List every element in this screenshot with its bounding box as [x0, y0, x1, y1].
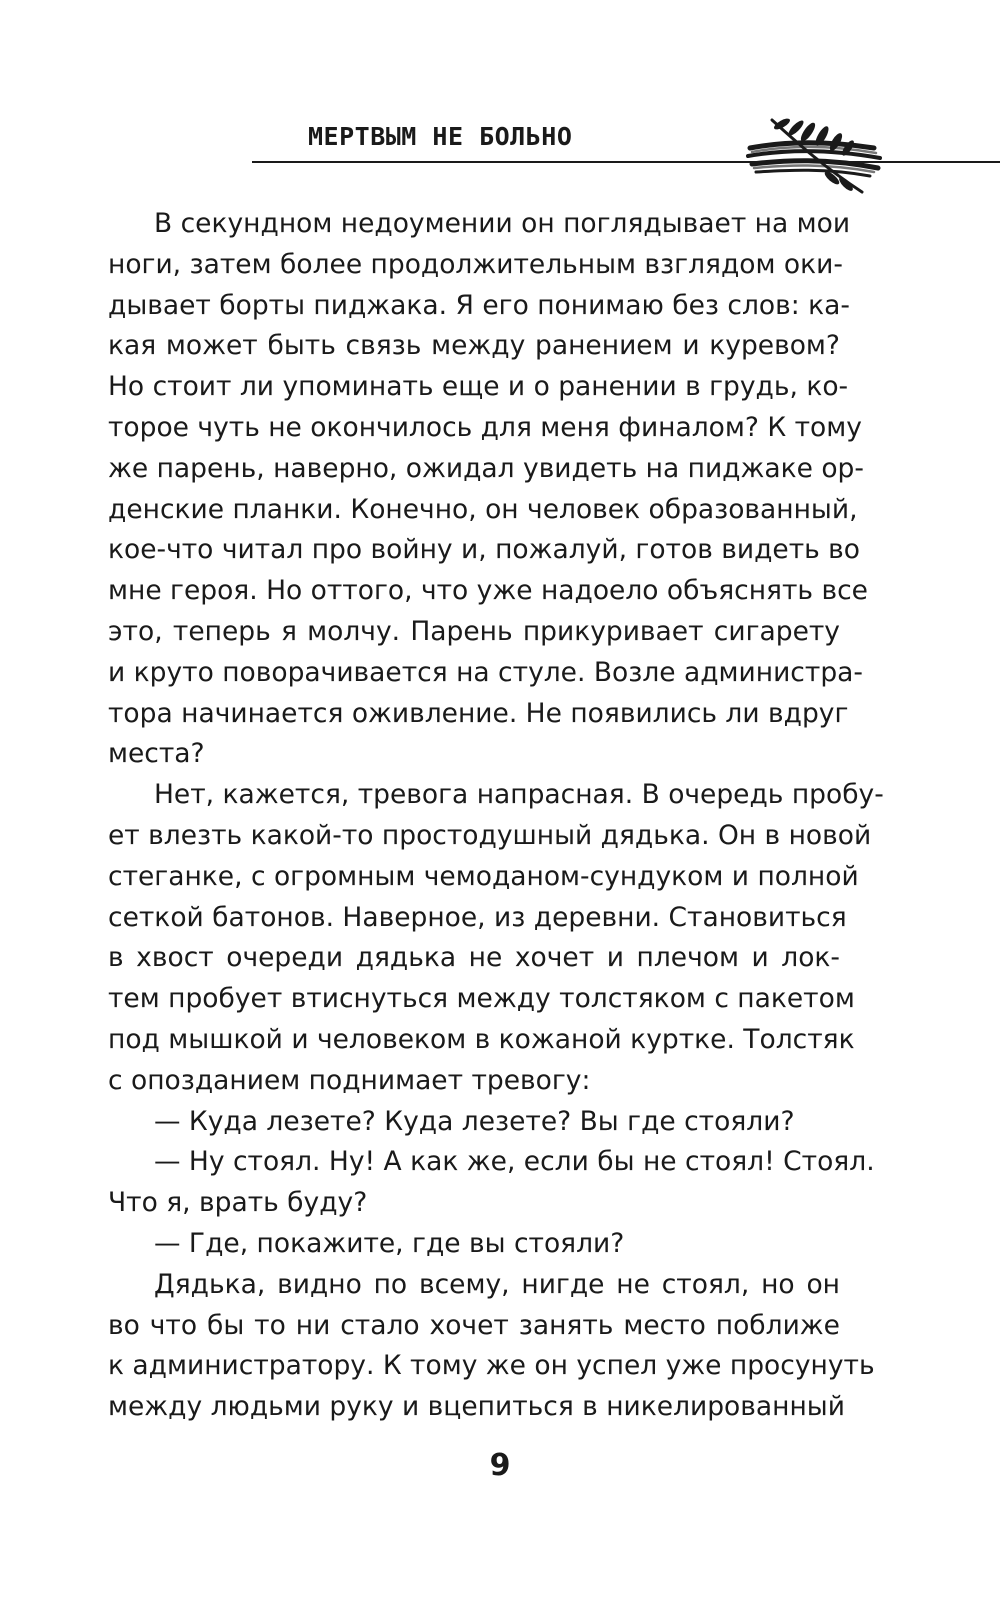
running-title: МЕРТВЫМ НЕ БОЛЬНО: [308, 122, 573, 151]
text-line: под мышкой и человеком в кожаной куртке. Толстяк: [108, 1023, 855, 1055]
text-line: между людьми руку и вцепиться в никелированный: [108, 1391, 845, 1423]
text-line: Но стоит ли упоминать еще и о ранении в грудь, ко-: [108, 371, 849, 403]
text-line: в хвост очереди дядька не хочет и плечом и лок-: [108, 942, 840, 974]
text-line: В секундном недоумении он поглядывает на мои: [154, 208, 851, 239]
text-line: во что бы то ни стало хочет занять место поближе: [108, 1309, 840, 1341]
body-text: [108, 204, 884, 1428]
laurel-ribbon-icon: [742, 118, 902, 196]
text-line: дывает борты пиджака. Я его понимаю без слов: ка-: [108, 289, 850, 321]
text-line: к администратору. К тому же он успел уже просунуть: [108, 1350, 875, 1382]
text-line: ет влезть какой-то простодушный дядька. Он в новой: [108, 819, 872, 851]
text-line: это, теперь я молчу. Парень прикуривает сигарету: [108, 615, 840, 647]
dialogue-line: — Куда лезете? Куда лезете? Вы где стояли?: [154, 1105, 795, 1137]
text-line: же парень, наверно, ожидал увидеть на пиджаке ор-: [108, 452, 864, 484]
page-number: 9: [489, 1448, 511, 1483]
text-line: кое-что читал про войну и, пожалуй, готов видеть во: [108, 534, 861, 566]
text-line: торое чуть не окончилось для меня финалом? К тому: [108, 411, 862, 443]
text-line: ноги, затем более продолжительным взглядом оки-: [108, 248, 843, 280]
dialogue-line: — Где, покажите, где вы стояли?: [154, 1227, 625, 1259]
text-line: тем пробует втиснуться между толстяком с пакетом: [108, 983, 855, 1015]
text-line: денские планки. Конечно, он человек образованный,: [108, 493, 858, 525]
text-line: Нет, кажется, тревога напрасная. В очередь пробу-: [154, 779, 884, 811]
text-line: тора начинается оживление. Не появились ли вдруг: [108, 697, 849, 729]
text-line: сеткой батонов. Наверное, из деревни. Становиться: [108, 901, 847, 933]
text-line: и круто поворачивается на стуле. Возле администра-: [108, 656, 863, 688]
text-line: кая может быть связь между ранением и куревом?: [108, 330, 840, 362]
dialogue-line: — Ну стоял. Ну! А как же, если бы не стоял! Стоял.: [154, 1146, 875, 1178]
text-line: Дядька, видно по всему, нигде не стоял, но он: [154, 1268, 840, 1300]
running-header: [252, 118, 1000, 198]
text-line: с опозданием поднимает тревогу:: [108, 1064, 591, 1096]
text-line: места?: [108, 738, 205, 770]
text-line: Что я, врать буду?: [108, 1187, 368, 1219]
text-line: мне героя. Но оттого, что уже надоело объяснять все: [108, 575, 868, 607]
text-line: стеганке, с огромным чемоданом-сундуком и полной: [108, 860, 859, 892]
